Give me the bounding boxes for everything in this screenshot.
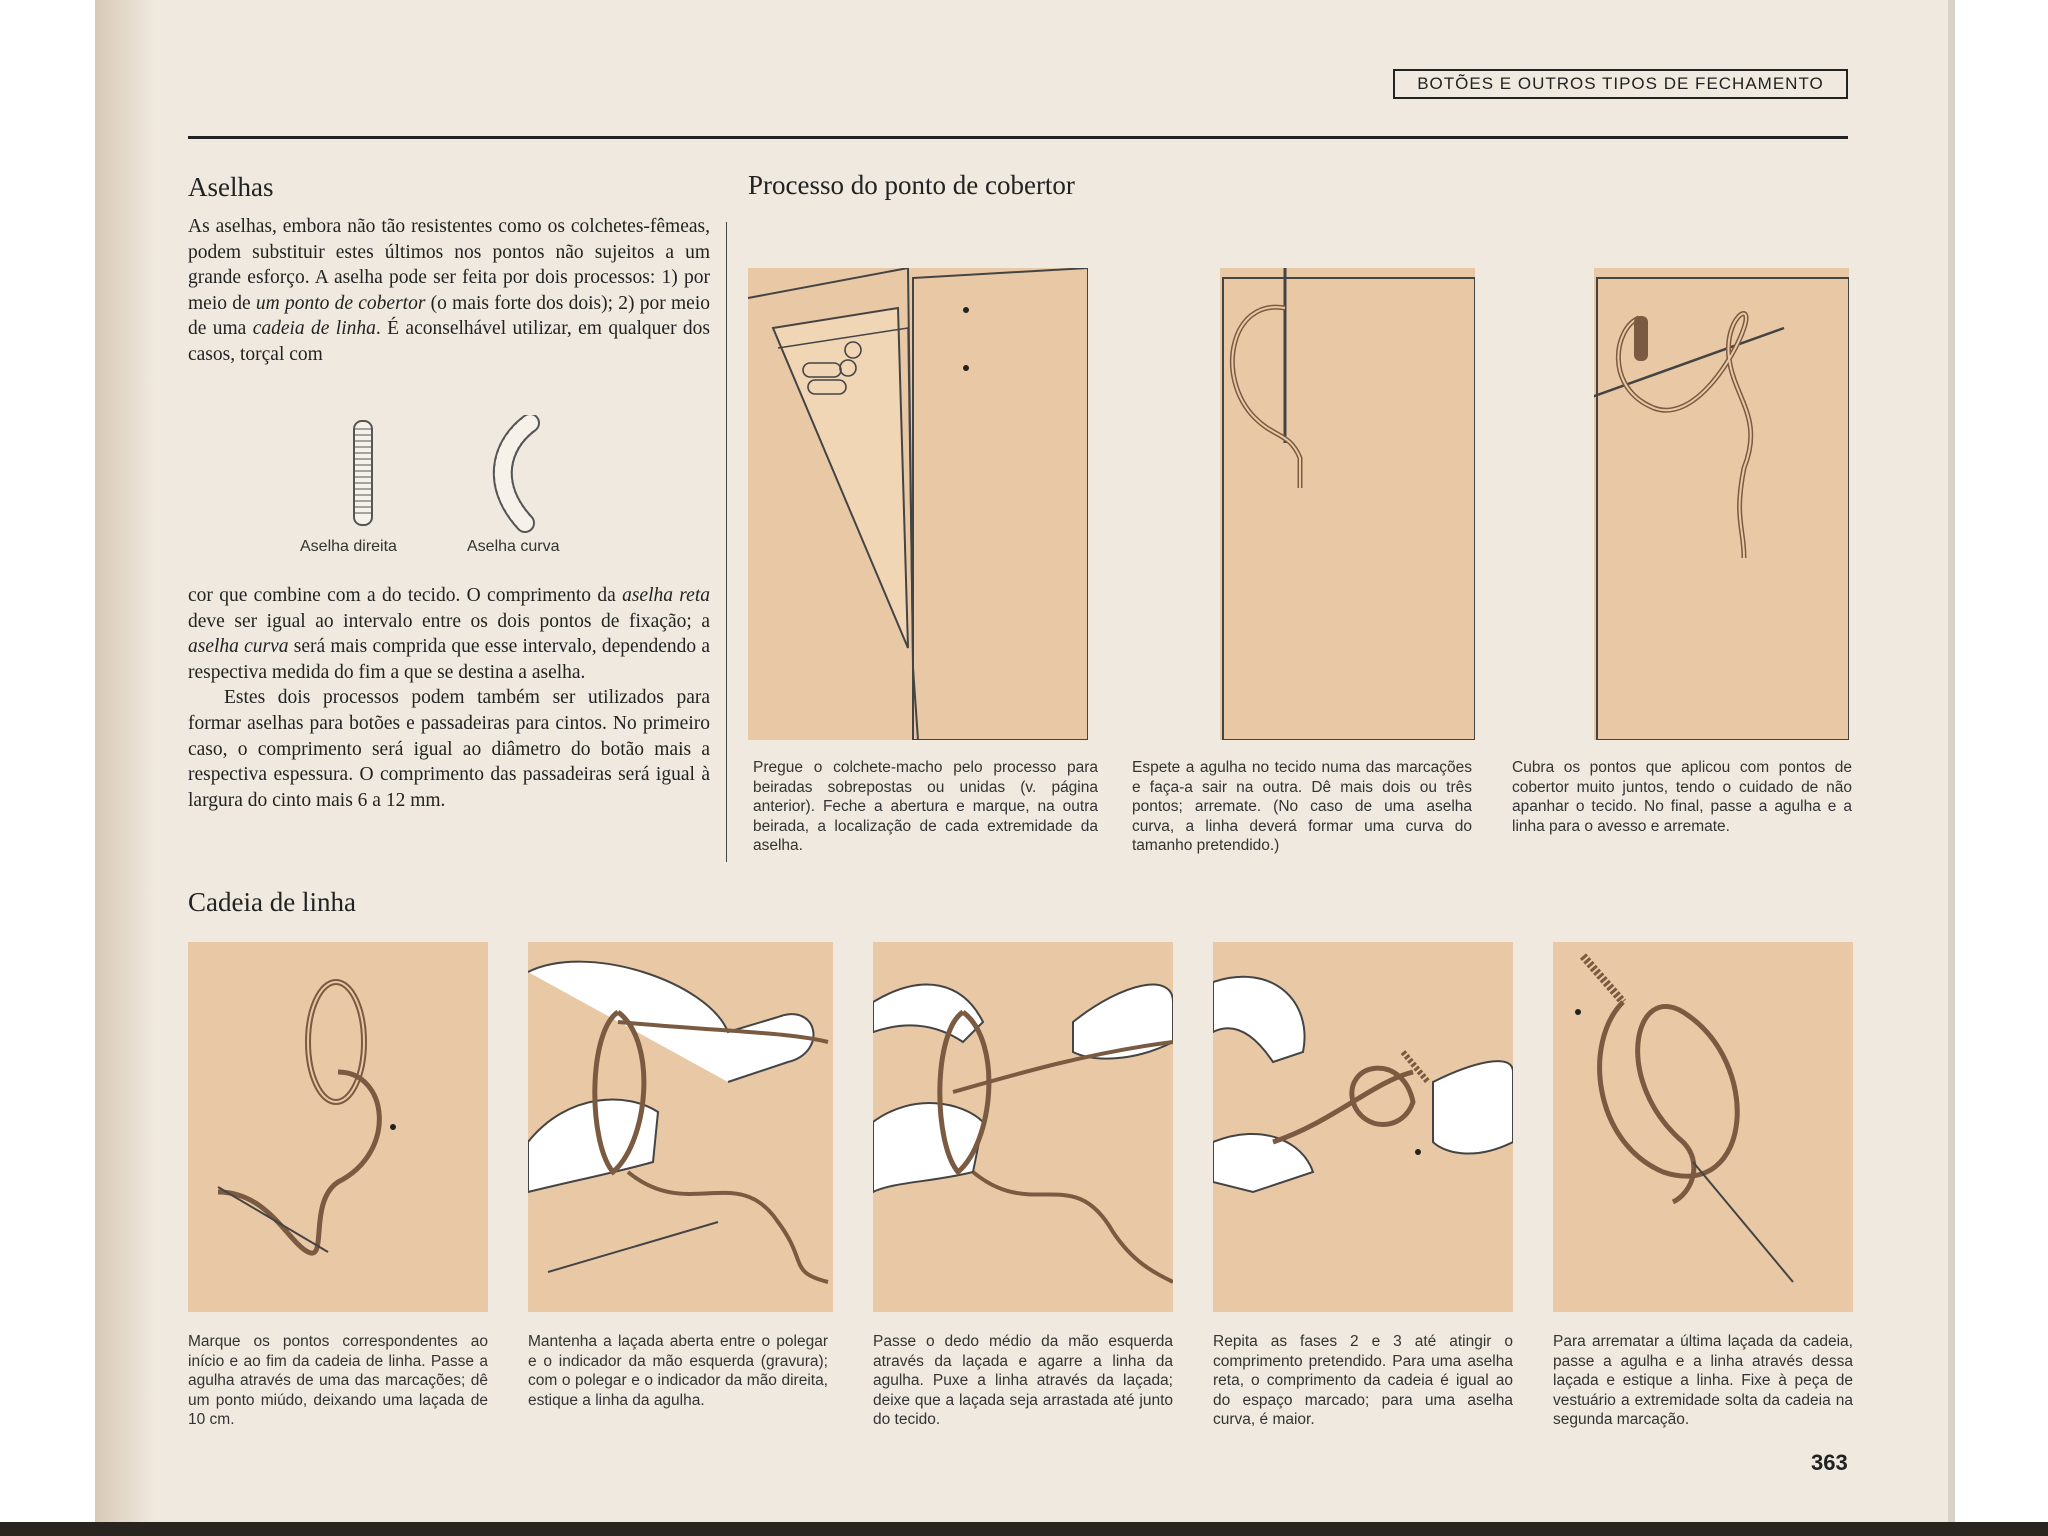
page-gutter <box>95 0 155 1536</box>
cobertor-caption-1: Pregue o colchete-macho pelo processo para beiradas sobrepostas ou unidas (v. página anterior). Feche a abertura e marque, na outra beirada, a localização de cada extremidade da aselha. <box>753 759 1098 854</box>
aselhas-paragraph-3: Estes dois processos podem também ser utilizados para formar aselhas para botões e passadeiras para cintos. No primeiro caso, o comprimento será igual ao diâmetro do botão mais a respectiva espessura. O comprimento das passadeiras será igual à largura do cinto mais 6 a 12 mm. <box>188 687 710 811</box>
text-run: As aselhas, embora não tão resistentes como os colchetes-fêmeas, podem substituir estes últimos nos pontos não sujeitos a um grande esforço. A aselha pode ser feita por dois processos: 1) por meio de <box>188 216 710 314</box>
cobertor-caption-2: Espete a agulha no tecido numa das marcações e faça-a sair na outra. Dê mais dois ou três pontos; arremate. (No caso de uma aselha curva, a linha deverá formar uma curva do tamanho pretendido.) <box>1132 759 1472 854</box>
cadeia-step-1-image <box>188 942 488 1312</box>
emphasis: um ponto de cobertor <box>255 292 426 314</box>
bottom-shadow <box>0 1522 2048 1536</box>
cadeia-caption-1: Marque os pontos correspondentes ao início e ao fim da cadeia de linha. Passe a agulha através de uma das marcações; dê um ponto miúdo, deixando uma laçada de 10 cm. <box>188 1333 488 1428</box>
text-run: deve ser igual ao intervalo entre os dois pontos de fixação; a <box>188 610 710 632</box>
cadeia-title: Cadeia de linha <box>188 887 356 917</box>
label-straight-loop: Aselha direita <box>300 538 397 555</box>
text-run: (o mais forte dos dois); 2) por meio de uma <box>188 292 710 340</box>
cobertor-step-1-image <box>748 268 1088 740</box>
aselhas-title: Aselhas <box>188 172 274 202</box>
text-run: . É aconselhável utilizar, em qualquer dos casos, torçal com <box>188 318 711 365</box>
curved-loop-icon <box>503 423 530 523</box>
cobertor-step-2-image <box>1220 268 1475 740</box>
section-header: BOTÕES E OUTROS TIPOS DE FECHAMENTO <box>1393 69 1848 99</box>
cadeia-caption-4: Repita as fases 2 e 3 até atingir o comprimento pretendido. Para uma aselha reta, o comprimento da cadeia é igual ao do espaço marcado; para uma aselha curva, é maior. <box>1213 1333 1513 1428</box>
cobertor-caption-3: Cubra os pontos que aplicou com pontos de cobertor muito juntos, tendo o cuidado de não apanhar o tecido. No final, passe a agulha e a linha para o avesso e arremate. <box>1512 759 1852 835</box>
cadeia-caption-3: Passe o dedo médio da mão esquerda através da laçada e agarre a linha da agulha. Puxe a linha através da laçada; deixe que a laçada seja arrastada até junto do tecido. <box>873 1333 1173 1428</box>
column-divider <box>726 222 727 862</box>
cadeia-step-4-image <box>1213 942 1513 1312</box>
aselhas-paragraph-1 <box>188 214 710 368</box>
text-run: cor que combine com a do tecido. O comprimento da <box>188 585 623 606</box>
loop-illustrations <box>340 415 560 535</box>
cadeia-caption-5: Para arrematar a última laçada da cadeia, passe a agulha e a linha através dessa laçada e estique a linha. Fixe à peça de vestuário a extremidade solta da cadeia na segunda marcação. <box>1553 1333 1853 1428</box>
cobertor-step-3-image <box>1594 268 1849 740</box>
emphasis: aselha reta <box>622 585 710 606</box>
cadeia-step-3-image <box>873 942 1173 1312</box>
cadeia-step-2-image <box>528 942 833 1312</box>
cobertor-title: Processo do ponto de cobertor <box>748 170 1075 200</box>
header-rule <box>188 136 1848 139</box>
cadeia-step-5-image <box>1553 942 1853 1312</box>
straight-loop-icon <box>354 421 372 525</box>
text-run: será mais comprida que esse intervalo, dependendo a respectiva medida do fim a que se destina a aselha. <box>188 636 710 683</box>
aselhas-paragraph-2 <box>188 583 710 813</box>
cadeia-caption-2: Mantenha a laçada aberta entre o polegar e o indicador da mão esquerda (gravura); com o polegar e o indicador da mão direita, estique a linha da agulha. <box>528 1333 828 1409</box>
emphasis: aselha curva <box>188 636 289 658</box>
emphasis: cadeia de linha <box>252 318 376 340</box>
page-number: 363 <box>1811 1450 1848 1475</box>
background-right <box>1955 0 2048 1536</box>
label-curved-loop: Aselha curva <box>467 538 560 555</box>
